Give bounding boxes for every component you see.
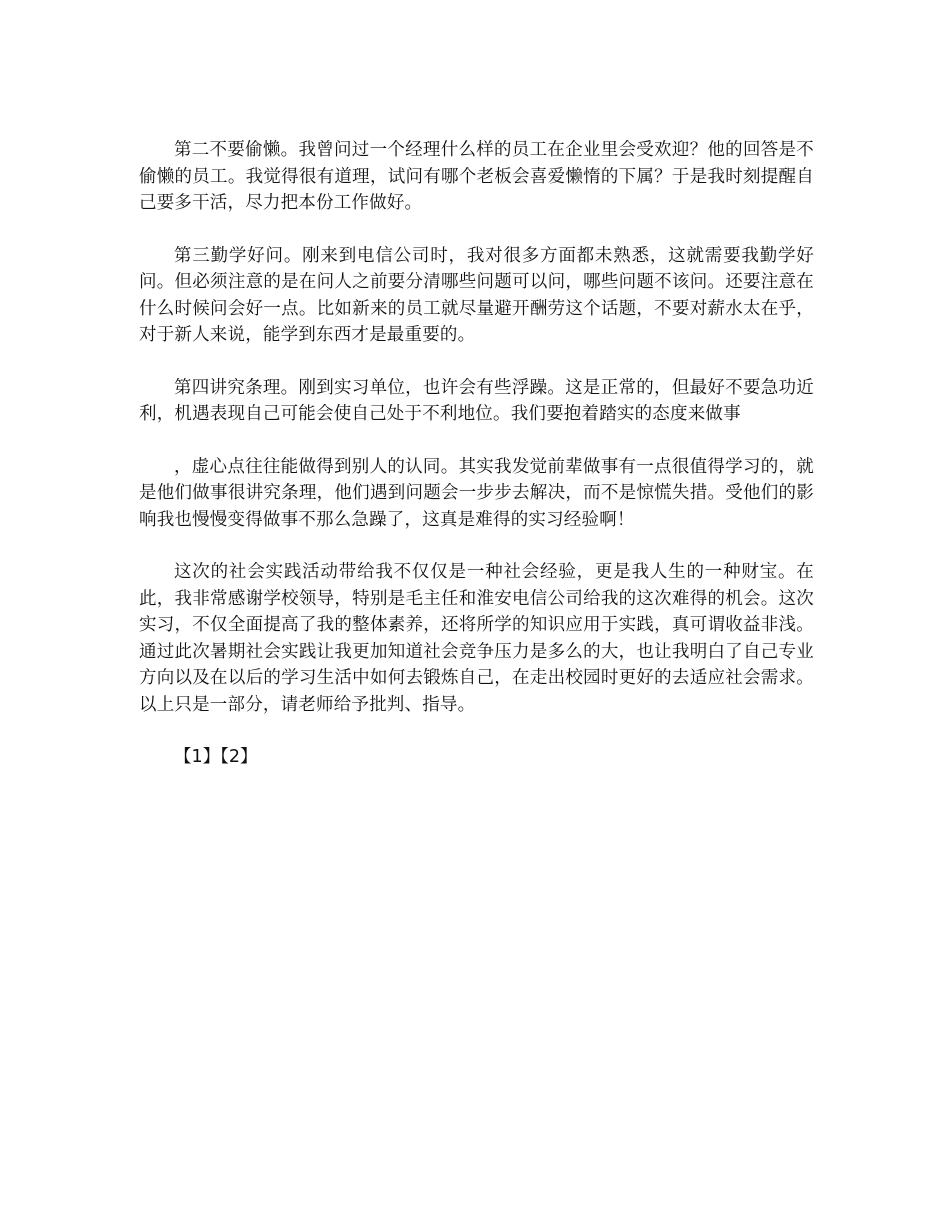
paragraph-no-laziness: 第二不要偷懒。我曾问过一个经理什么样的员工在企业里会受欢迎？他的回答是不偷懒的员工。我觉得很有道理，试问有哪个老板会喜爱懒惰的下属？于是我时刻提醒自己要多干活，尽力把本份工作做好。 (139, 140, 814, 213)
page-link-2[interactable]: 【2】 (220, 747, 258, 767)
pagination (139, 744, 814, 771)
document-body (139, 137, 814, 771)
paragraph-orderliness-continued: ，虚心点往往能做得到别人的认同。其实我发觉前辈做事有一点很值得学习的，就是他们做事很讲究条理，他们遇到问题会一步步去解决，而不是惊慌失措。受他们的影响我也慢慢变得做事不那么急躁了，这真是难得的实习经验啊！ (139, 456, 814, 530)
paragraph-orderliness: 第四讲究条理。刚到实习单位，也许会有些浮躁。这是正常的，但最好不要急功近利，机遇表现自己可能会使自己处于不利地位。我们要抱着踏实的态度来做事 (139, 377, 814, 424)
paragraph-conclusion: 这次的社会实践活动带给我不仅仅是一种社会经验，更是我人生的一种财宝。在此，我非常感谢学校领导，特别是毛主任和淮安电信公司给我的这次难得的机会。这次实习，不仅全面提高了我的整体素养，还将所学的知识应用于实践，真可谓收益非浅。通过此次暑期社会实践让我更加知道社会竞争压力是多么的大，也让我明白了自己专业方向以及在以后的学习生活中如何去锻炼自己，在走出校园时更好的去适应社会需求。以上只是一部分，请老师给予批判、指导。 (139, 562, 814, 715)
paragraph-ask-questions: 第三勤学好问。刚来到电信公司时，我对很多方面都未熟悉，这就需要我勤学好问。但必须注意的是在问人之前要分清哪些问题可以问，哪些问题不该问。还要注意在什么时候问会好一点。比如新来的员工就尽量避开酬劳这个话题，不要对薪水太在乎，对于新人来说，能学到东西才是最重要的。 (139, 245, 814, 345)
page-link-1[interactable]: 【1】 (174, 747, 221, 767)
